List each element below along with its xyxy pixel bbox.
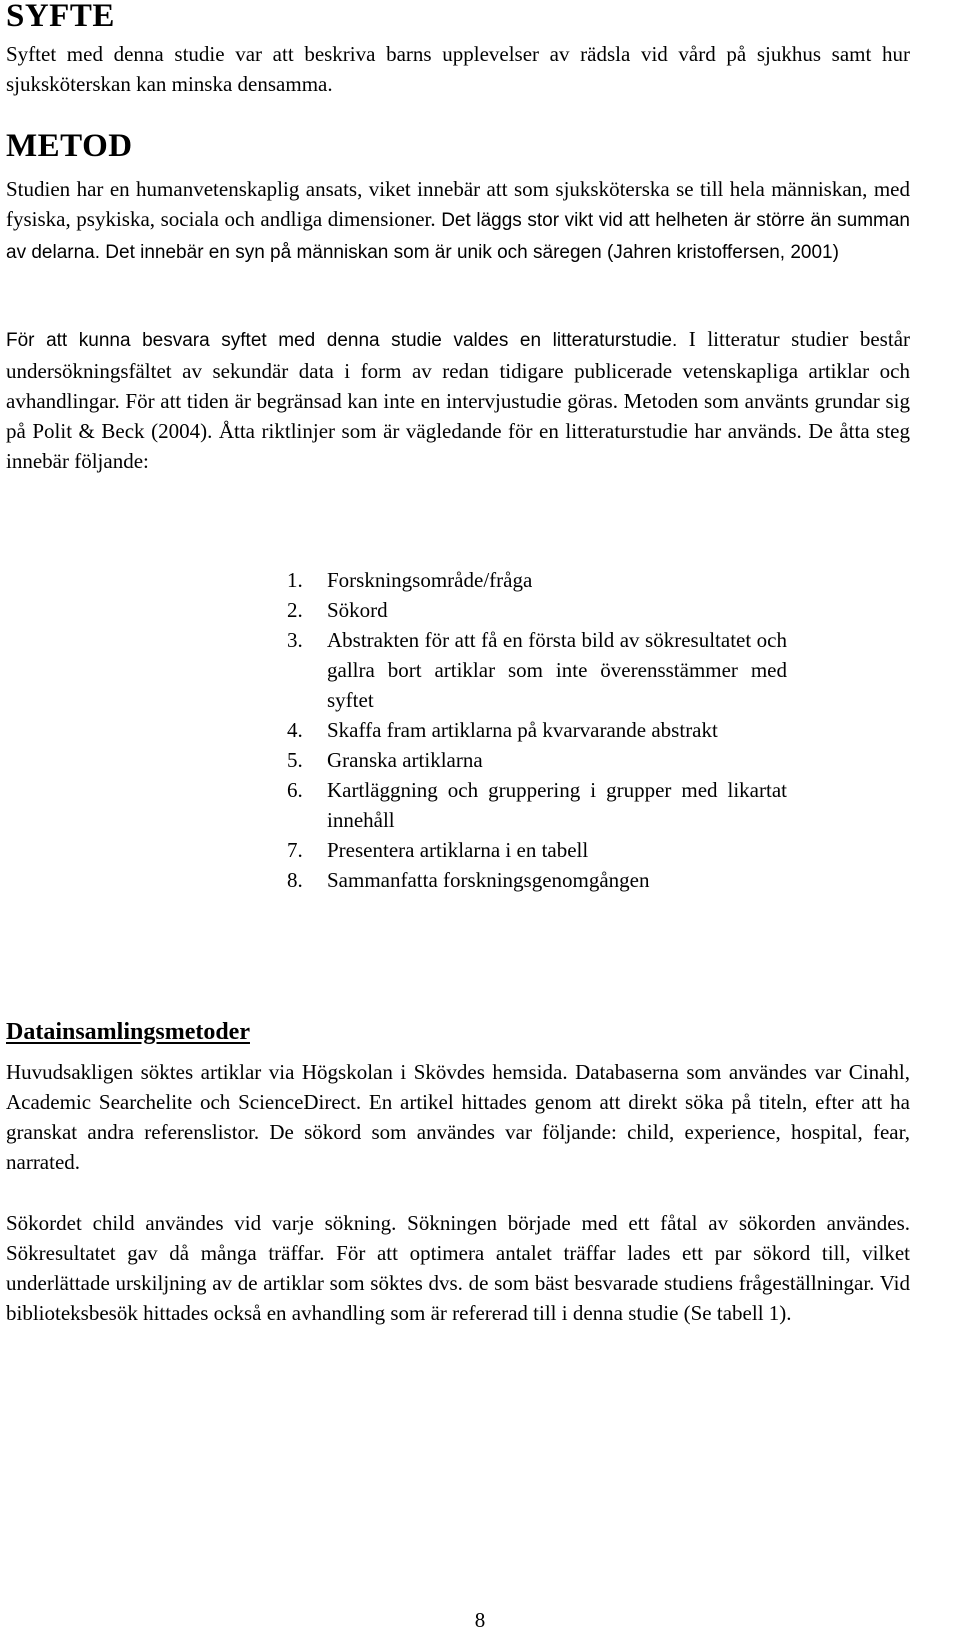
metod-heading: METOD — [6, 128, 133, 164]
list-item-text: Skaffa fram artiklarna på kvarvarande abstrakt — [327, 718, 718, 742]
metod-paragraph-1 — [6, 174, 910, 268]
metod-paragraph-1-part-b: Det läggs stor vikt vid att helheten är större än summan av delarna. Det innebär en syn på människan som är unik och säregen (Jahren kristoffersen, 2001) — [6, 210, 910, 263]
steps-list — [287, 565, 787, 895]
list-item — [287, 775, 787, 835]
datainsamling-heading: Datainsamlingsmetoder — [6, 1019, 250, 1045]
list-item-number: 5. — [287, 748, 303, 772]
list-item-number: 8. — [287, 868, 303, 892]
metod-paragraph-1-part-a: Studien har en humanvetenskaplig ansats, viket innebär att som sjuksköterska se till hela människan, med fysiska, psykiska, sociala och andliga dimensioner. — [6, 177, 910, 231]
list-item — [287, 595, 787, 625]
datainsamling-paragraph-2: Sökordet child användes vid varje sökning. Sökningen började med ett fåtal av sökorden användes. Sökresultatet gav då många träffar. För att optimera antalet träffar lades ett par sökord till, vilket underlättade urskiljning av de artiklar som söktes dvs. de som bäst besvarade studiens frågeställningar. Vid biblioteksbesök hittades också en avhandling som är refererad till i denna studie (Se tabell 1). — [6, 1211, 910, 1325]
list-item-text: Abstrakten för att få en första bild av sökresultatet och gallra bort artiklar som inte överensstämmer med syftet — [327, 628, 787, 712]
list-item — [287, 625, 787, 715]
page-number: 8 — [474, 1608, 486, 1632]
list-item-number: 6. — [287, 778, 303, 802]
list-item-text: Sökord — [327, 598, 388, 622]
list-item-text: Sammanfatta forskningsgenomgången — [327, 868, 650, 892]
list-item-text: Forskningsområde/fråga — [327, 568, 533, 592]
list-item — [287, 565, 787, 595]
list-item-text: Kartläggning och gruppering i grupper med likartat innehåll — [327, 778, 787, 832]
list-item-number: 1. — [287, 568, 303, 592]
list-item — [287, 835, 787, 865]
list-item — [287, 865, 787, 895]
syfte-heading: SYFTE — [6, 0, 115, 34]
metod-paragraph-2-part-b: I litteratur studier består undersökningsfältet av sekundär data i form av redan tidigare publicerade vetenskapliga artiklar och avhandlingar. För att tiden är begränsad kan inte en intervjustudie göras. Metoden som använts grundar sig på Polit & Beck (2004). Åtta riktlinjer som är vägledande för en litteraturstudie har används. De åtta steg innebär följande: — [6, 327, 911, 473]
list-item-number: 3. — [287, 628, 303, 652]
list-item-number: 2. — [287, 598, 303, 622]
list-item-number: 7. — [287, 838, 303, 862]
list-item — [287, 745, 787, 775]
syfte-paragraph: Syftet med denna studie var att beskriva barns upplevelser av rädsla vid vård på sjukhus samt hur sjuksköterskan kan minska densamma. — [6, 42, 910, 96]
metod-paragraph-2 — [6, 324, 910, 476]
list-item-number: 4. — [287, 718, 303, 742]
metod-paragraph-2-part-a: För att kunna besvara syftet med denna studie valdes en litteraturstudie. — [6, 330, 678, 351]
list-item-text: Granska artiklarna — [327, 748, 483, 772]
datainsamling-paragraph-1: Huvudsakligen söktes artiklar via Högskolan i Skövdes hemsida. Databaserna som användes var Cinahl, Academic Searchelite och ScienceDirect. En artikel hittades genom att direkt söka på titeln, efter att ha granskat andra referenslistor. De sökord som användes var följande: child, experience, hospital, fear, narrated. — [6, 1060, 910, 1174]
list-item — [287, 715, 787, 745]
list-item-text: Presentera artiklarna i en tabell — [327, 838, 589, 862]
